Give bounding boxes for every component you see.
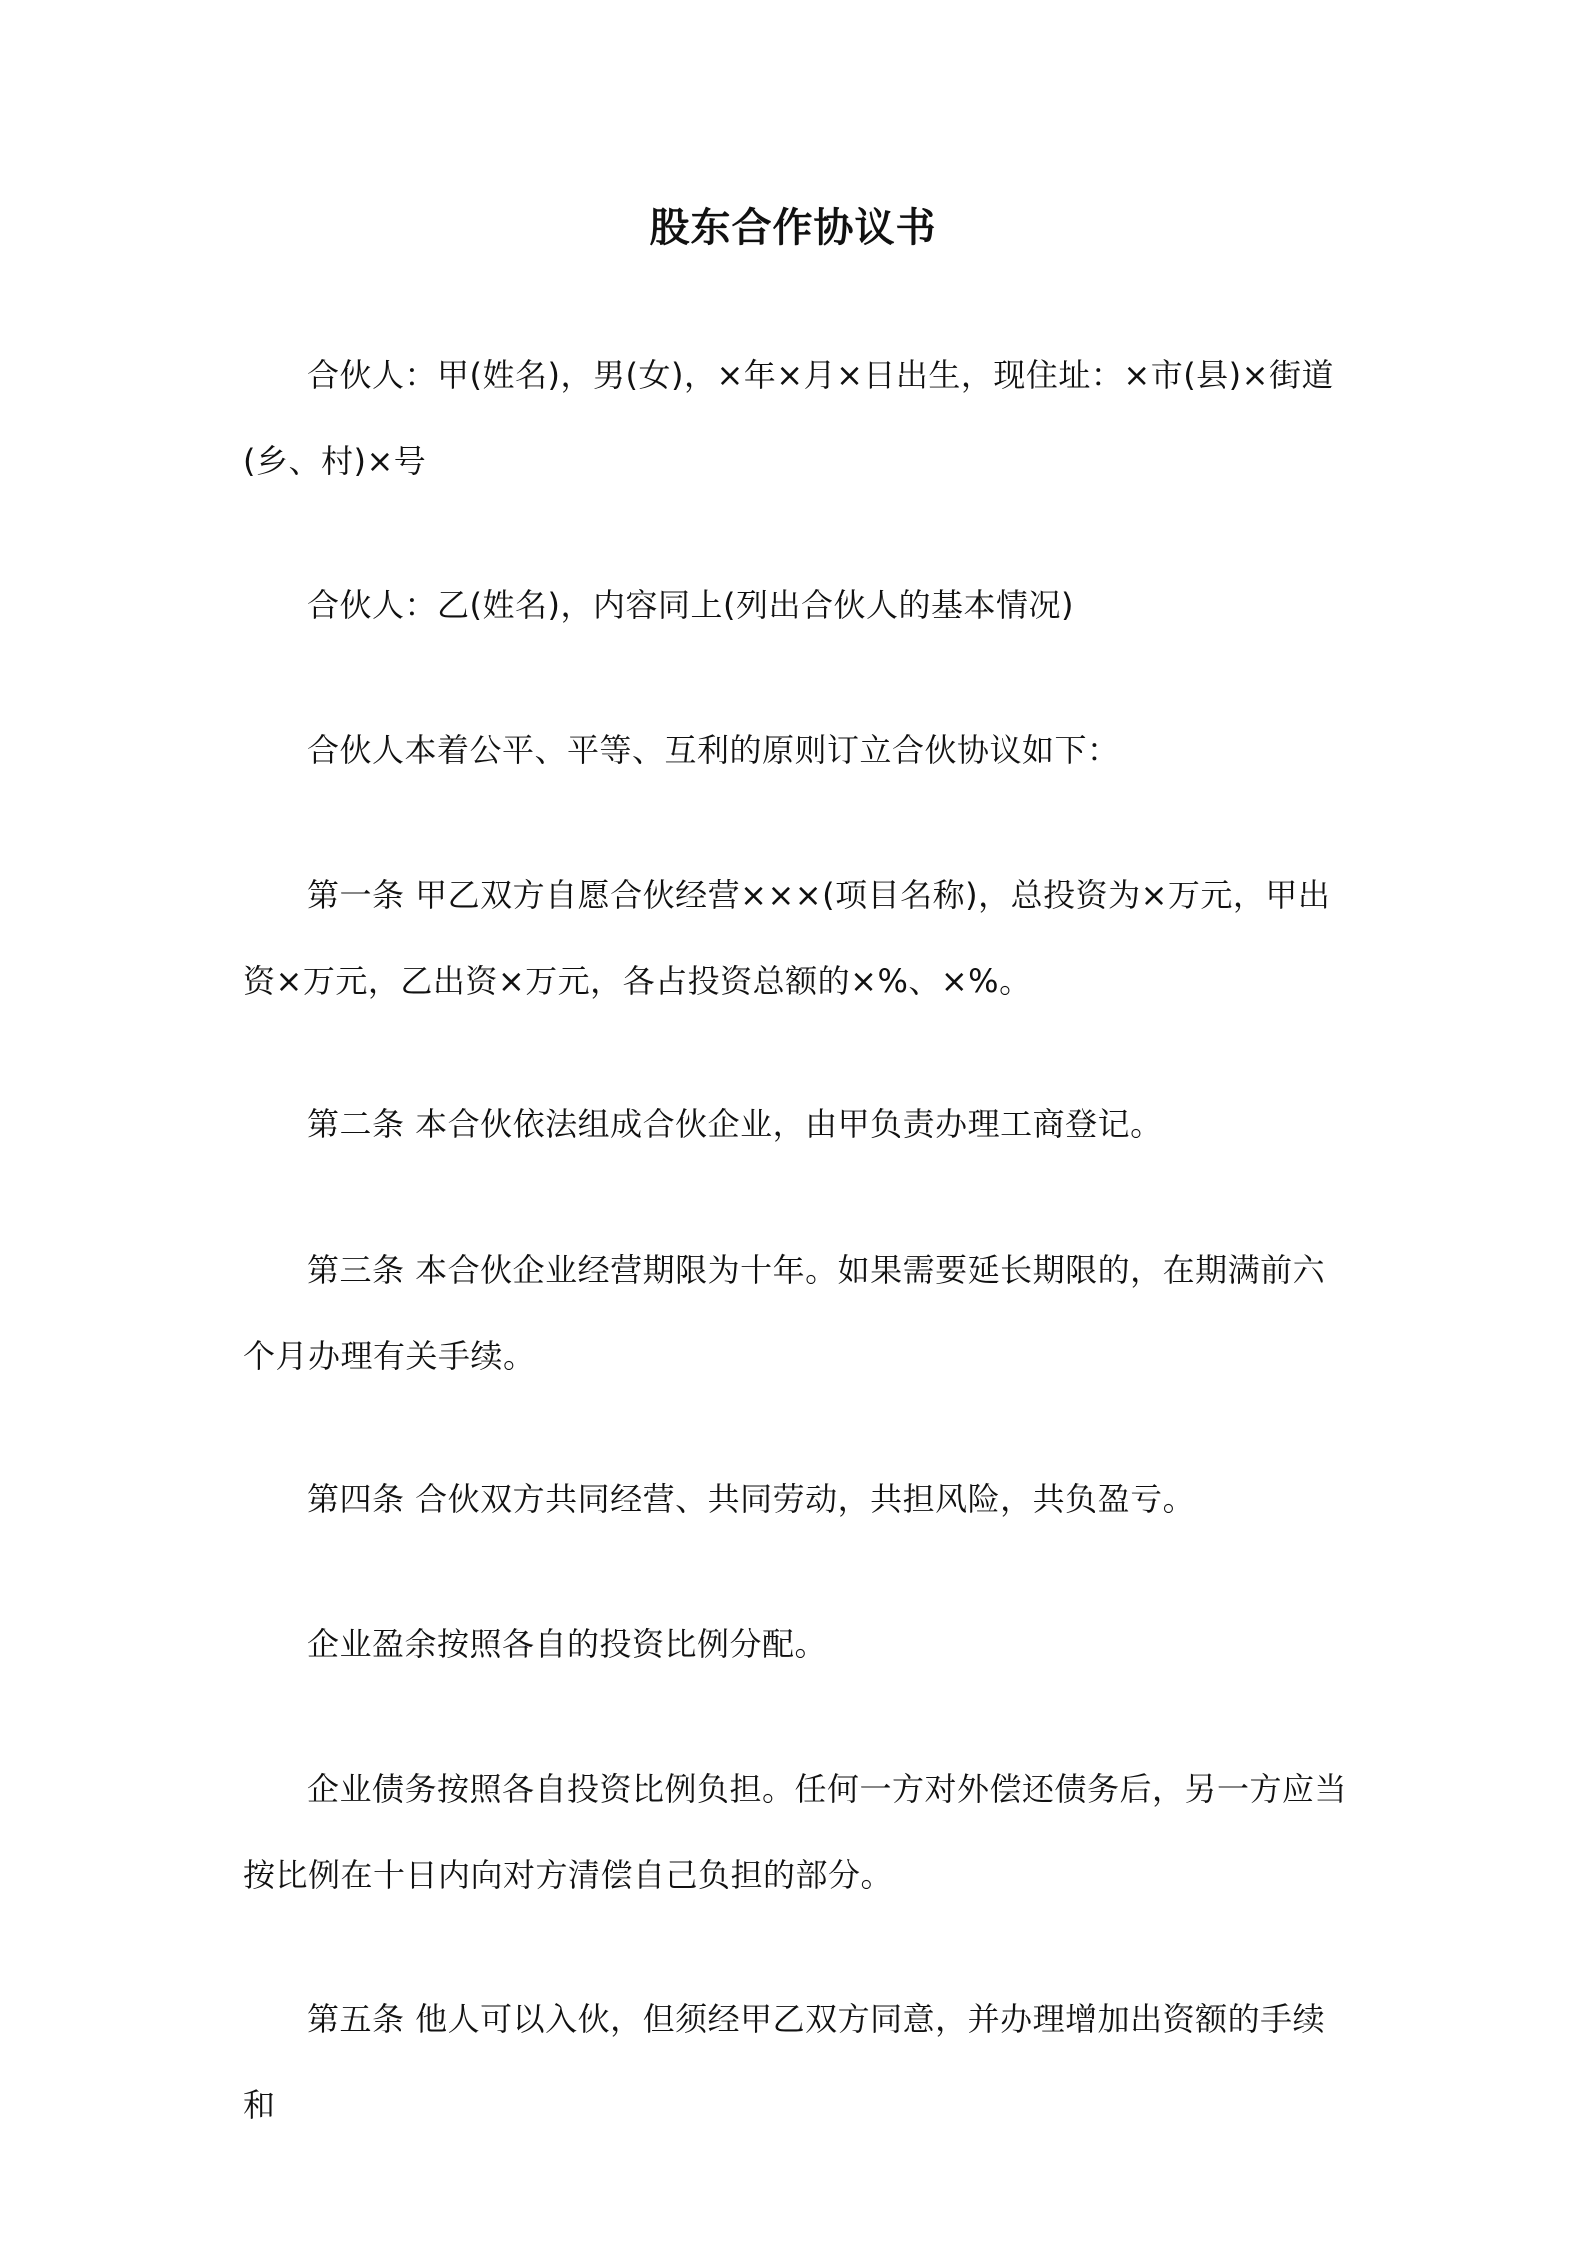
paragraph-article-5: 第五条 他人可以入伙，但须经甲乙双方同意，并办理增加出资额的手续和: [243, 2000, 1326, 2124]
paragraph-profit-sharing: 企业盈余按照各自的投资比例分配。: [307, 1625, 828, 1663]
paragraph-debt-sharing: 企业债务按照各自投资比例负担。任何一方对外偿还债务后，另一方应当按比例在十日内向对方清偿自己负担的部分。: [243, 1770, 1348, 1894]
paragraph-preamble: 合伙人本着公平、平等、互利的原则订立合伙协议如下：: [307, 731, 1120, 769]
paragraph-partner-b: 合伙人：乙(姓名)，内容同上(列出合伙人的基本情况): [307, 586, 1074, 624]
paragraph-article-2: 第二条 本合伙依法组成合伙企业，由甲负责办理工商登记。: [307, 1105, 1163, 1143]
paragraph-article-3: 第三条 本合伙企业经营期限为十年。如果需要延长期限的，在期满前六个月办理有关手续。: [243, 1251, 1326, 1375]
paragraph-article-4: 第四条 合伙双方共同经营、共同劳动，共担风险，共负盈亏。: [307, 1480, 1196, 1518]
document-title: 股东合作协议书: [649, 205, 937, 251]
paragraph-partner-a: 合伙人：甲(姓名)，男(女)，×年×月×日出生，现住址：×市(县)×街道(乡、村)×号: [243, 356, 1334, 480]
paragraph-article-1: 第一条 甲乙双方自愿合伙经营×××(项目名称)，总投资为×万元，甲出资×万元，乙出资×万元，各占投资总额的×%、×%。: [243, 876, 1331, 1000]
